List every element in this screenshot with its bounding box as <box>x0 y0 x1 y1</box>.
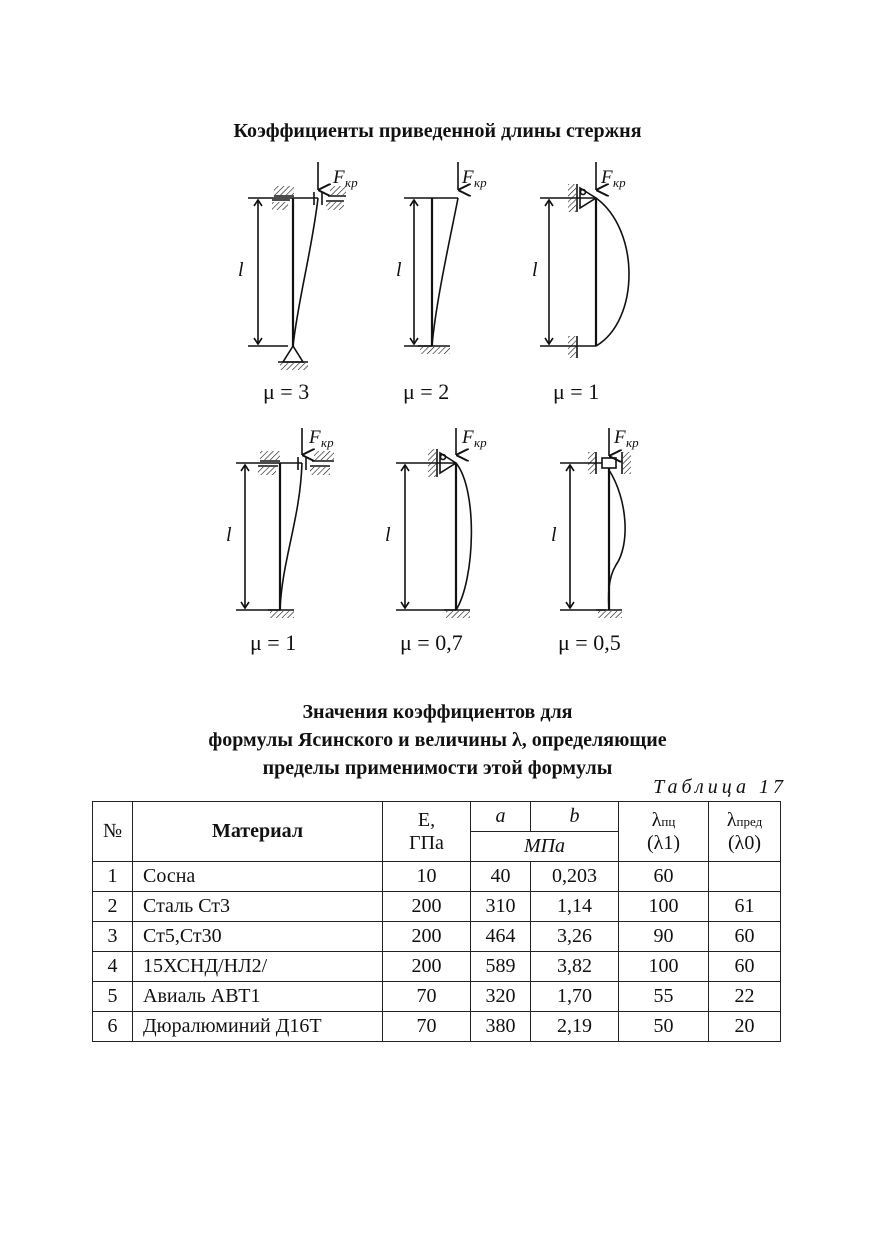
table-header-row <box>93 802 781 832</box>
cell-material: 15ХСНД/НЛ2/ <box>133 952 383 982</box>
header-e-line2: ГПа <box>409 831 444 854</box>
lambda-pc-sub: пц <box>661 813 676 829</box>
cell-no: 3 <box>93 922 133 952</box>
cell-no: 2 <box>93 892 133 922</box>
lambda-pred-alt: (λ0) <box>727 831 762 854</box>
cell-lam-pred: 20 <box>709 1012 781 1042</box>
header-lambda-pred <box>709 802 781 862</box>
cell-a: 40 <box>471 862 531 892</box>
cell-no: 4 <box>93 952 133 982</box>
svg-text:l: l <box>226 524 232 546</box>
cell-e: 10 <box>383 862 471 892</box>
cell-no: 5 <box>93 982 133 1012</box>
lambda-pred-sub: пред <box>736 813 763 829</box>
table-title <box>0 698 875 782</box>
case-3-mu: μ = 1 <box>553 379 600 404</box>
svg-text:F: F <box>462 427 474 448</box>
table-row <box>93 952 781 982</box>
cell-material: Дюралюминий Д16Т <box>133 1012 383 1042</box>
table-title-line: пределы применимости этой формулы <box>262 757 613 779</box>
svg-text:кр: кр <box>474 175 487 190</box>
cell-material: Авиаль АВТ1 <box>133 982 383 1012</box>
svg-text:F: F <box>309 427 321 448</box>
svg-text:кр: кр <box>474 435 487 450</box>
case-1-diagram <box>248 162 346 370</box>
table-number: Таблица 17 <box>653 776 787 798</box>
cell-lam-pred: 22 <box>709 982 781 1012</box>
cell-material: Ст5,Ст30 <box>133 922 383 952</box>
svg-text:l: l <box>385 524 391 546</box>
svg-text:кр: кр <box>345 175 358 190</box>
cell-lam-pc: 100 <box>619 952 709 982</box>
table-title-line: Значения коэффициентов для <box>302 701 573 723</box>
materials-table <box>92 801 781 1042</box>
case-5-mu: μ = 0,7 <box>400 630 463 655</box>
case-5-diagram <box>396 428 471 618</box>
cell-no: 6 <box>93 1012 133 1042</box>
cell-e: 200 <box>383 952 471 982</box>
cell-b: 3,26 <box>531 922 619 952</box>
table-row <box>93 862 781 892</box>
cell-a: 320 <box>471 982 531 1012</box>
cell-a: 589 <box>471 952 531 982</box>
cell-b: 1,70 <box>531 982 619 1012</box>
cell-lam-pred: 61 <box>709 892 781 922</box>
case-2-diagram <box>404 162 458 354</box>
cell-material: Сосна <box>133 862 383 892</box>
case-4-diagram <box>236 428 334 618</box>
svg-text:l: l <box>396 259 402 281</box>
cell-e: 200 <box>383 922 471 952</box>
header-material: Материал <box>133 802 383 862</box>
header-b: b <box>531 802 619 832</box>
svg-text:F: F <box>601 167 613 188</box>
cell-lam-pred: 60 <box>709 922 781 952</box>
cell-b: 2,19 <box>531 1012 619 1042</box>
cell-no: 1 <box>93 862 133 892</box>
case-6-diagram <box>560 428 631 618</box>
lambda-pc-alt: (λ1) <box>646 831 681 854</box>
svg-text:F: F <box>614 427 626 448</box>
cell-lam-pc: 90 <box>619 922 709 952</box>
table-row <box>93 892 781 922</box>
cell-a: 380 <box>471 1012 531 1042</box>
case-3-diagram <box>540 162 629 358</box>
table-row <box>93 1012 781 1042</box>
cell-lam-pred <box>709 862 781 892</box>
cell-material: Сталь Ст3 <box>133 892 383 922</box>
cell-e: 70 <box>383 982 471 1012</box>
cell-a: 464 <box>471 922 531 952</box>
table-title-line: формулы Ясинского и величины λ, определяющие <box>208 729 667 751</box>
svg-text:кр: кр <box>321 435 334 450</box>
cell-lam-pc: 60 <box>619 862 709 892</box>
header-e-line1: E, <box>417 808 436 831</box>
cell-b: 0,203 <box>531 862 619 892</box>
svg-text:l: l <box>238 259 244 281</box>
svg-text:l: l <box>551 524 557 546</box>
header-a: a <box>471 802 531 832</box>
lambda-pc-main: λ <box>651 808 662 831</box>
svg-text:l: l <box>532 259 538 281</box>
table-row <box>93 922 781 952</box>
cell-lam-pc: 55 <box>619 982 709 1012</box>
svg-text:кр: кр <box>613 175 626 190</box>
cell-e: 70 <box>383 1012 471 1042</box>
lambda-pred-main: λ <box>726 808 737 831</box>
svg-text:кр: кр <box>626 435 639 450</box>
svg-text:F: F <box>333 167 345 188</box>
case-1-mu: μ = 3 <box>263 379 310 404</box>
table-row <box>93 982 781 1012</box>
cell-lam-pred: 60 <box>709 952 781 982</box>
case-2-mu: μ = 2 <box>403 379 450 404</box>
header-lambda-pc <box>619 802 709 862</box>
svg-text:F: F <box>462 167 474 188</box>
header-e <box>383 802 471 862</box>
case-4-mu: μ = 1 <box>250 630 297 655</box>
case-6-mu: μ = 0,5 <box>558 630 621 655</box>
header-mpa: МПа <box>471 832 619 862</box>
cell-lam-pc: 50 <box>619 1012 709 1042</box>
diagram-title: Коэффициенты приведенной длины стержня <box>233 120 642 142</box>
cell-lam-pc: 100 <box>619 892 709 922</box>
header-no: № <box>93 802 133 862</box>
cell-b: 1,14 <box>531 892 619 922</box>
cell-a: 310 <box>471 892 531 922</box>
cell-b: 3,82 <box>531 952 619 982</box>
cell-e: 200 <box>383 892 471 922</box>
